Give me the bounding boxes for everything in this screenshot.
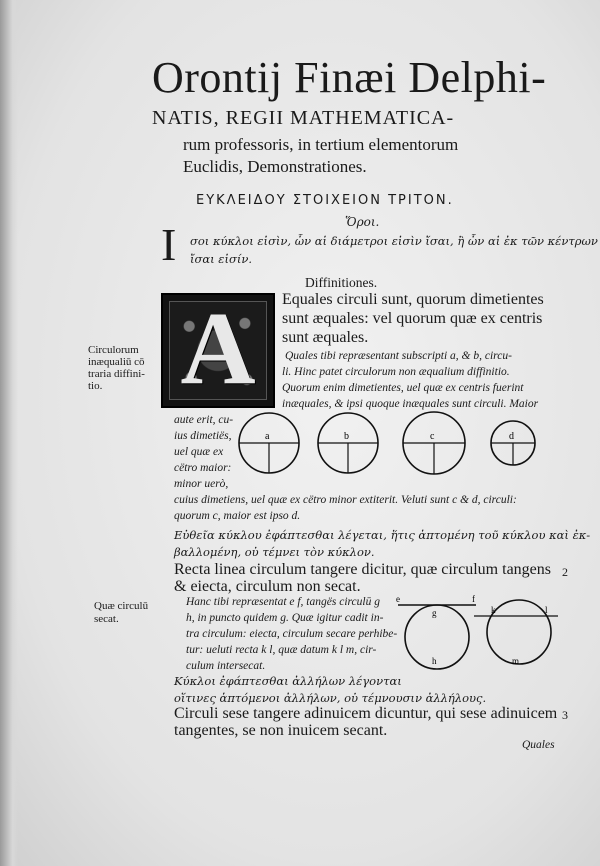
- definition-1-line-1: Equales circuli sunt, quorum dimetientes: [282, 291, 544, 308]
- diffinitiones-heading: Diffinitiones.: [305, 275, 378, 290]
- greek-definition-2-line-2: βαλλομένη, οὐ τέμνει τὸν κύκλον.: [174, 545, 375, 559]
- definition-2-comment-line-5: culum intersecat.: [186, 660, 266, 672]
- initial-letter: A: [180, 291, 256, 406]
- label-e: e: [396, 594, 400, 604]
- left-column-line-3: uel quæ ex: [174, 446, 224, 458]
- circle-c: [403, 412, 465, 474]
- circle-a: [239, 413, 299, 473]
- definition-2-comment-line-3: tra circulum: eiecta, circulum secare perhibe-: [186, 628, 398, 640]
- definition-1-line-3: sunt æquales.: [282, 329, 369, 346]
- definition-2-comment-line-4: tur: ueluti recta k l, quæ datum k l m, cir-: [186, 644, 377, 656]
- left-column-line-4: cëtro maior:: [174, 462, 232, 474]
- circle-label-c: c: [430, 431, 435, 442]
- greek-definition-line-1: σοι κύκλοι εἰσὶν, ὧν αἱ διάμετροι εἰσὶν ἴσαι, ἢ ὧν αἱ ἐκ τῶν κέντρων: [190, 234, 598, 248]
- circle-label-b: b: [344, 431, 349, 442]
- margin-note-1-line-2: inæqualiū cō: [88, 356, 145, 368]
- greek-definition-3-line-1: Κύκλοι ἐφάπτεσθαι ἀλλήλων λέγονται: [174, 674, 402, 688]
- definition-3-line-1: Circuli sese tangere adinuicem dicuntur, qui sese adinuicem: [174, 705, 558, 722]
- definition-2-comment-line-1: Hanc tibi repræsentat e f, tangës circulū g: [186, 596, 380, 608]
- greek-initial-letter: I: [161, 219, 177, 270]
- definition-3-line-2: tangentes, se non inuicem secant.: [174, 722, 388, 739]
- greek-definition-line-2: ἴσαι εἰσίν.: [190, 252, 252, 266]
- tangent-circle-gh: [396, 594, 476, 669]
- circles-figure-1: [232, 408, 552, 498]
- margin-note-1-line-3: traria diffini-: [88, 368, 145, 380]
- margin-note-2-line-2: secat.: [94, 613, 119, 625]
- definition-1-tail-line-2: quorum c, maior est ipso d.: [174, 510, 301, 522]
- definition-1-comment-line-4: inæquales, & ipsi quoque inæquales sunt circuli. Maior: [282, 398, 539, 410]
- definition-2-comment-line-2: h, in puncto quidem g. Quæ igitur cadit in-: [186, 612, 384, 624]
- title-line-3: rum professoris, in tertium elementorum: [183, 135, 459, 154]
- left-column-line-2: ius dimetiës,: [174, 430, 232, 442]
- label-k: k: [491, 605, 496, 615]
- definition-1-comment-line-3: Quorum enim dimetientes, uel quæ ex centris fuerint: [282, 382, 524, 394]
- greek-definition-3-line-2: οἵτινες ἁπτόμενοι ἀλλήλων, οὐ τέμνουσιν ἀλλήλους.: [174, 691, 487, 705]
- secant-circle-klm: [474, 600, 558, 666]
- title-line-4: Euclidis, Demonstrationes.: [183, 157, 367, 176]
- label-l: l: [545, 605, 548, 615]
- definition-1-comment-line-1: Quales tibi repræsentant subscripti a, & b, circu-: [285, 350, 512, 362]
- label-m: m: [512, 656, 520, 666]
- definition-1-tail-line-1: cuius dimetiens, uel quæ ex cëtro minor extiterit. Veluti sunt c & d, circuli:: [174, 494, 517, 506]
- catchword: Quales: [522, 739, 555, 751]
- greek-definition-2-line-1: Εὐθεῖα κύκλου ἐφάπτεσθαι λέγεται, ἥτις ἁπτομένη τοῦ κύκλου καὶ ἐκ-: [174, 528, 591, 542]
- greek-book-heading: ΕΥΚΛΕΙΔΟΥ ΣΤΟΙΧΕΙΟΝ ΤΡΙΤΟΝ.: [196, 193, 454, 208]
- left-column-line-5: minor uerò,: [174, 478, 229, 490]
- label-h: h: [432, 656, 437, 666]
- definition-2-line-1: Recta linea circulum tangere dicitur, quæ circulum tangens: [174, 561, 551, 578]
- left-column-line-1: aute erit, cu-: [174, 414, 234, 426]
- margin-note-2-line-1: Quæ circulū: [94, 600, 149, 612]
- margin-note-1-line-4: tio.: [88, 380, 103, 392]
- definition-number-3: 3: [562, 708, 568, 722]
- page-gutter-shadow: [0, 0, 18, 866]
- circle-b: [318, 413, 378, 473]
- definition-1-comment-line-2: li. Hinc patet circulorum non æqualium diffinitio.: [282, 366, 510, 378]
- definition-2-line-2: & eiecta, circulum non secat.: [174, 578, 361, 595]
- label-g: g: [432, 608, 437, 618]
- margin-note-1-line-1: Circulorum: [88, 344, 139, 356]
- decorated-initial-a: [161, 293, 275, 408]
- circle-d: [491, 421, 535, 465]
- title-line-2: NATIS, REGII MATHEMATICA-: [152, 107, 455, 129]
- greek-horoi-heading: Ὅροι.: [345, 215, 380, 229]
- label-f: f: [472, 594, 475, 604]
- title-line-1: Orontij Finæi Delphi-: [152, 53, 547, 102]
- circle-label-a: a: [265, 431, 270, 442]
- definition-1-line-2: sunt æquales: vel quorum quæ ex centris: [282, 310, 543, 327]
- tangent-secant-figure: [394, 592, 564, 672]
- definition-number-2: 2: [562, 565, 568, 579]
- circle-label-d: d: [509, 431, 514, 442]
